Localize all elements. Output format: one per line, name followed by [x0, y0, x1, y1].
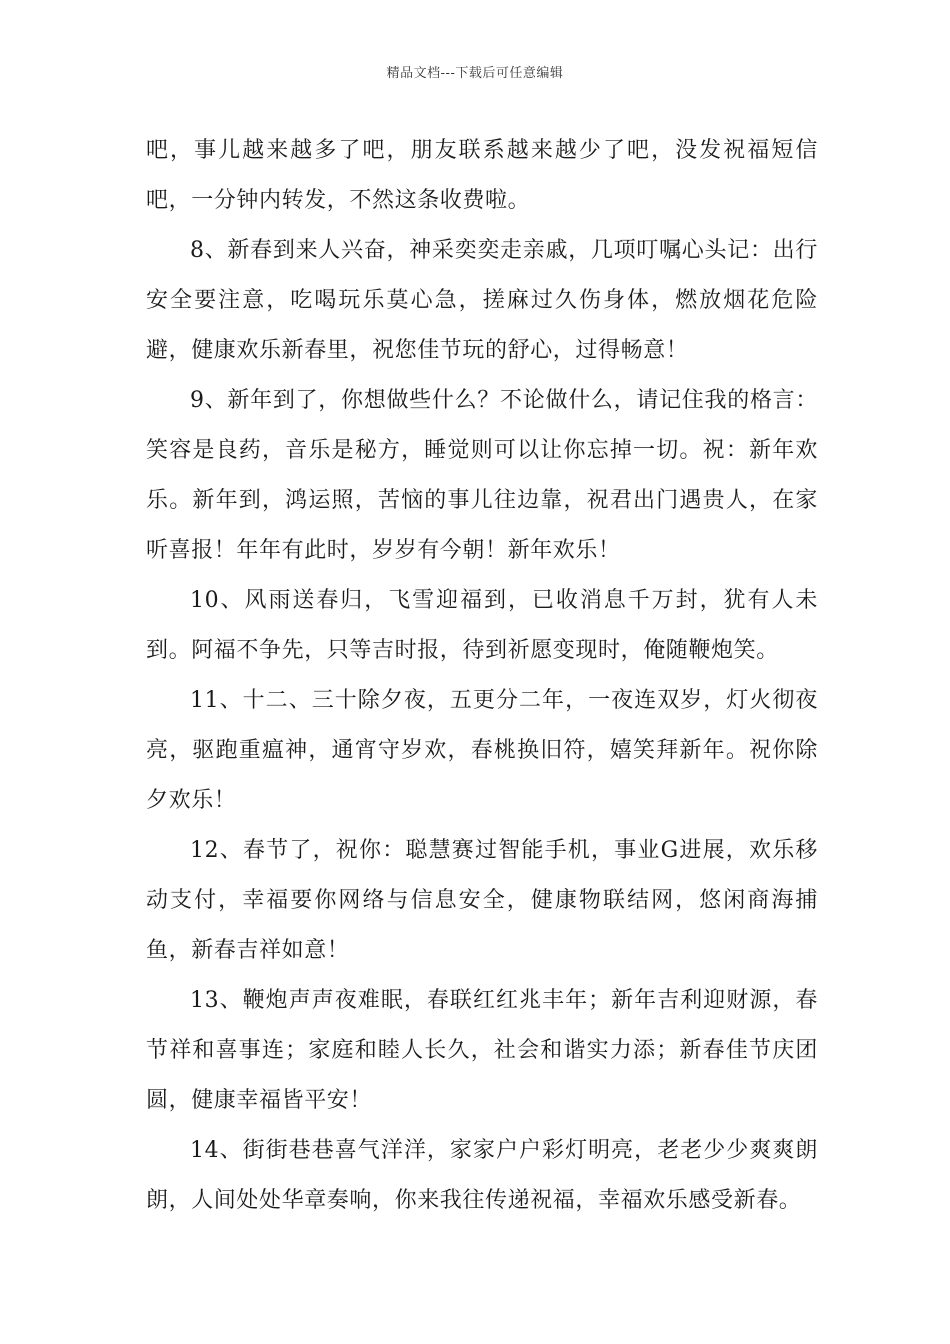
document-body: [146, 126, 818, 1226]
paragraph-item-13: 13、鞭炮声声夜难眠，春联红红兆丰年；新年吉利迎财源，春节祥和喜事连；家庭和睦人长久，社会和谐实力添；新春佳节庆团圆，健康幸福皆平安！: [146, 988, 818, 1113]
paragraph-item-10: 10、风雨送春归，飞雪迎福到，已收消息千万封，犹有人未到。阿福不争先，只等吉时报，待到祈愿变现时，俺随鞭炮笑。: [146, 588, 818, 663]
paragraph-continuation: 吧，事儿越来越多了吧，朋友联系越来越少了吧，没发祝福短信吧，一分钟内转发，不然这条收费啦。: [146, 138, 818, 213]
paragraph-item-14: 14、街街巷巷喜气洋洋，家家户户彩灯明亮，老老少少爽爽朗朗，人间处处华章奏响，你来我往传递祝福，幸福欢乐感受新春。: [146, 1138, 818, 1213]
paragraph-item-8: 8、新春到来人兴奋，神采奕奕走亲戚，几项叮嘱心头记：出行安全要注意，吃喝玩乐莫心急，搓麻过久伤身体，燃放烟花危险避，健康欢乐新春里，祝您佳节玩的舒心，过得畅意！: [146, 238, 818, 363]
paragraph-item-9: 9、新年到了，你想做些什么？不论做什么，请记住我的格言：笑容是良药，音乐是秘方，睡觉则可以让你忘掉一切。祝：新年欢乐。新年到，鸿运照，苦恼的事儿往边靠，祝君出门遇贵人，在家听喜报！年年有此时，岁岁有今朝！新年欢乐！: [146, 388, 818, 563]
paragraph-item-11: 11、十二、三十除夕夜，五更分二年，一夜连双岁，灯火彻夜亮，驱跑重瘟神，通宵守岁欢，春桃换旧符，嬉笑拜新年。祝你除夕欢乐！: [146, 688, 818, 813]
page-header: 精品文档---下载后可任意编辑: [386, 66, 564, 81]
paragraph-item-12: 12、春节了，祝你：聪慧赛过智能手机，事业G进展，欢乐移动支付，幸福要你网络与信息安全，健康物联结网，悠闲商海捕鱼，新春吉祥如意！: [146, 838, 818, 963]
